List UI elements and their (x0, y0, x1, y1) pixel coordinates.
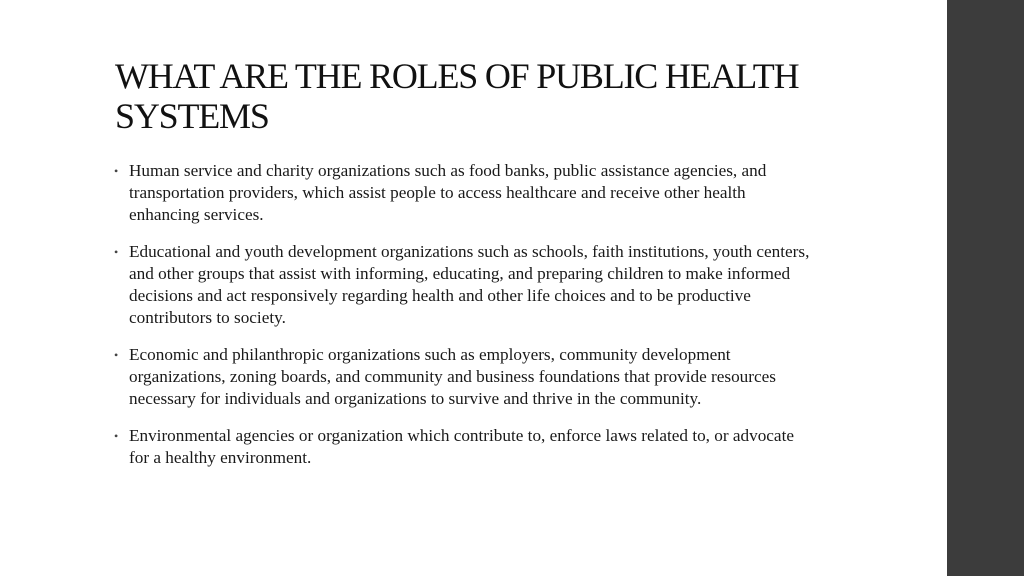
bullet-dot-icon: • (114, 348, 119, 362)
bullet-list (114, 160, 814, 484)
bullet-dot-icon: • (114, 164, 119, 178)
bullet-text: Economic and philanthropic organizations such as employers, community development organizations, zoning boards, and community and business foundations that provide resources necessary for individuals and organizations to survive and thrive in the community. (129, 345, 776, 408)
bullet-dot-icon: • (114, 429, 119, 443)
bullet-item (114, 425, 814, 469)
bullet-item (114, 241, 814, 329)
bullet-item (114, 160, 814, 226)
slide-title: WHAT ARE THE ROLES OF PUBLIC HEALTH SYSTEMS (115, 56, 799, 136)
bullet-item (114, 344, 814, 410)
bullet-text: Educational and youth development organizations such as schools, faith institutions, youth centers, and other groups that assist with informing, educating, and preparing children to make informed decisions and act responsively regarding health and other life choices and to be productive contributors to society. (129, 242, 810, 327)
bullet-text: Human service and charity organizations such as food banks, public assistance agencies, and transportation providers, which assist people to access healthcare and receive other health enhancing services. (129, 161, 767, 224)
bullet-dot-icon: • (114, 245, 119, 259)
side-decorative-bar (947, 0, 1024, 576)
bullet-text: Environmental agencies or organization which contribute to, enforce laws related to, or advocate for a healthy environment. (129, 426, 794, 467)
